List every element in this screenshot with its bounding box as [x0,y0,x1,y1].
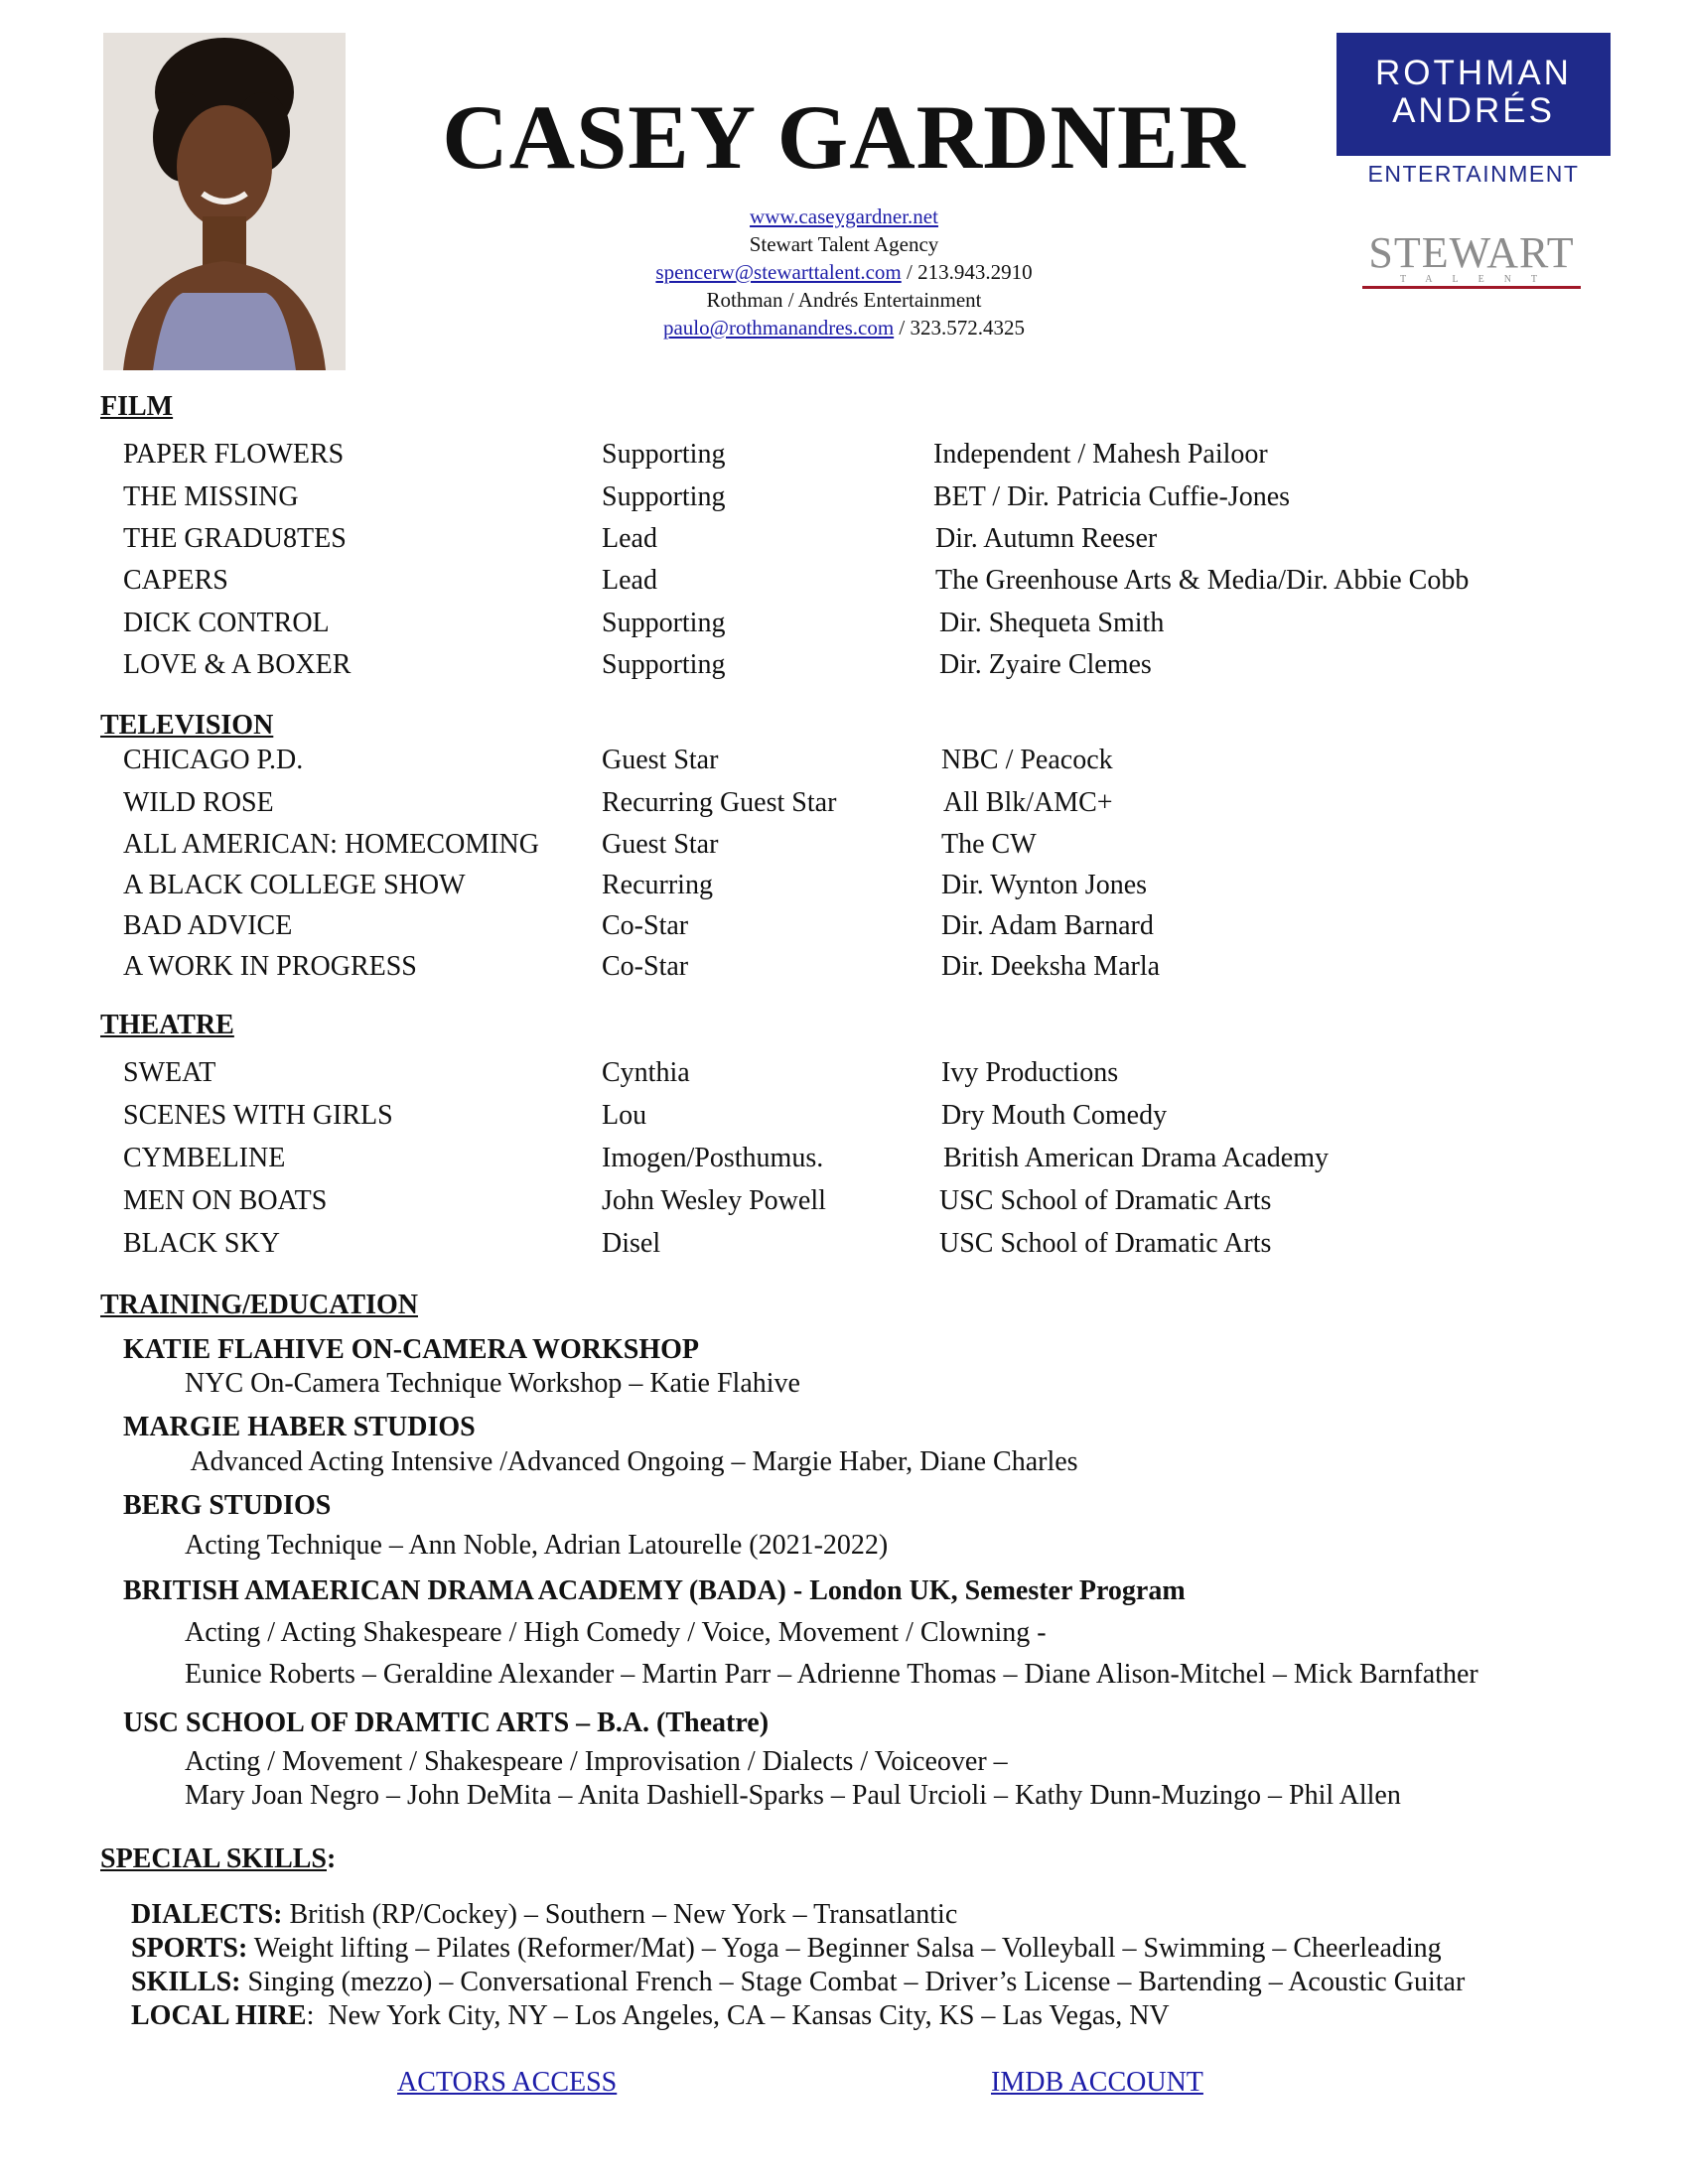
stewart-phone: / 213.943.2910 [901,260,1033,284]
agency-rothman: Rothman / Andrés Entertainment [706,288,982,312]
credit-role: Lead [602,565,657,596]
school-name: MARGIE HABER STUDIOS [123,1412,476,1442]
school-name: KATIE FLAHIVE ON-CAMERA WORKSHOP [123,1334,700,1365]
credit-title: SWEAT [123,1057,216,1088]
credit-production: USC School of Dramatic Arts [939,1228,1272,1259]
stewart-email-link[interactable]: spencerw@stewarttalent.com [655,260,902,284]
school-detail: Mary Joan Negro – John DeMita – Anita Dashiell-Sparks – Paul Urcioli – Kathy Dunn-Muzingo – Phil Allen [185,1780,1401,1811]
credit-production: BET / Dir. Patricia Cuffie-Jones [933,481,1291,512]
training-heading: TRAINING/EDUCATION [100,1290,418,1320]
credit-role: Cynthia [602,1057,690,1088]
stewart-logo-line1: STEWART [1368,228,1575,277]
skills-heading-colon: : [327,1843,337,1874]
skills-heading-wrap [100,1843,336,1875]
credit-role: Supporting [602,649,726,680]
actors-access-link[interactable]: ACTORS ACCESS [397,2067,618,2098]
credit-role: Co-Star [602,910,689,941]
rothman-email-link[interactable]: paulo@rothmanandres.com [662,316,895,340]
rothman-logo-line3: ENTERTAINMENT [1367,161,1580,187]
skill-line [131,2000,1170,2032]
headshot-photo [103,33,346,370]
credit-title: BAD ADVICE [123,910,293,941]
credit-production: All Blk/AMC+ [943,787,1113,818]
television-row [0,951,1688,987]
credit-role: Co-Star [602,951,689,982]
credit-title: WILD ROSE [123,787,274,818]
skill-label: DIALECTS: [131,1899,283,1930]
credit-production: The CW [941,829,1037,860]
theatre-row [0,1100,1688,1136]
credit-title: LOVE & A BOXER [123,649,352,680]
rothman-logo-line2: ANDRÉS [1392,91,1555,130]
film-row [0,439,1688,475]
film-heading: FILM [100,391,174,422]
credit-title: THE GRADU8TES [123,523,347,554]
credit-production: Independent / Mahesh Pailoor [933,439,1268,470]
stewart-logo-bar [1362,286,1581,289]
stewart-talent-logo [1362,230,1581,289]
credit-production: Dir. Adam Barnard [941,910,1154,941]
skill-text: British (RP/Cockey) – Southern – New York – Transatlantic [282,1899,958,1930]
television-heading: TELEVISION [100,710,274,741]
credit-title: CAPERS [123,565,228,596]
television-row [0,870,1688,905]
film-row [0,649,1688,685]
credit-title: A BLACK COLLEGE SHOW [123,870,466,900]
credit-production: The Greenhouse Arts & Media/Dir. Abbie Cobb [935,565,1470,596]
credit-production: Ivy Productions [941,1057,1119,1088]
television-row [0,910,1688,946]
skill-line [131,1967,1465,1998]
credit-title: BLACK SKY [123,1228,280,1259]
school-detail: Acting Technique – Ann Noble, Adrian Latourelle (2021-2022) [185,1530,889,1561]
credit-production: Dir. Shequeta Smith [939,608,1165,638]
skill-label: SPORTS: [131,1933,248,1964]
credit-production: British American Drama Academy [943,1143,1329,1173]
theatre-row [0,1143,1688,1178]
stewart-logo-line2: TALENT [1399,274,1558,285]
rothman-andres-logo [1336,33,1611,156]
school-detail: Eunice Roberts – Geraldine Alexander – Martin Parr – Adrienne Thomas – Diane Alison-Mitchel – Mick Barnfather [185,1659,1478,1690]
credit-production: Dir. Autumn Reeser [935,523,1158,554]
film-row [0,481,1688,517]
agency-stewart: Stewart Talent Agency [749,232,939,256]
skill-text: Singing (mezzo) – Conversational French – Stage Combat – Driver’s License – Bartending – Acoustic Guitar [240,1967,1466,1997]
credit-role: Supporting [602,608,726,638]
skill-line [131,1933,1442,1965]
school-detail: NYC On-Camera Technique Workshop – Katie Flahive [185,1368,800,1399]
credit-title: SCENES WITH GIRLS [123,1100,393,1131]
credit-role: Supporting [602,481,726,512]
credit-production: USC School of Dramatic Arts [939,1185,1272,1216]
imdb-link[interactable]: IMDB ACCOUNT [991,2067,1203,2098]
television-row [0,829,1688,865]
theatre-heading: THEATRE [100,1010,234,1040]
credit-title: CHICAGO P.D. [123,745,304,775]
skill-label: SKILLS: [131,1967,241,1997]
credit-role: Disel [602,1228,661,1259]
film-row [0,523,1688,559]
credit-title: A WORK IN PROGRESS [123,951,417,982]
skills-heading: SPECIAL SKILLS [100,1843,327,1874]
credit-production: Dir. Zyaire Clemes [939,649,1152,680]
credit-role: Guest Star [602,829,719,860]
credit-title: MEN ON BOATS [123,1185,328,1216]
credit-role: John Wesley Powell [602,1185,826,1216]
skill-line [131,1899,957,1931]
skill-text: Weight lifting – Pilates (Reformer/Mat) – Yoga – Beginner Salsa – Volleyball – Swimming – Cheerleading [247,1933,1442,1964]
credit-title: THE MISSING [123,481,299,512]
theatre-row [0,1185,1688,1221]
television-row [0,745,1688,780]
school-detail: Advanced Acting Intensive /Advanced Ongoing – Margie Haber, Diane Charles [185,1446,1078,1477]
credit-title: DICK CONTROL [123,608,330,638]
credit-production: Dry Mouth Comedy [941,1100,1168,1131]
credit-role: Imogen/Posthumus. [602,1143,824,1173]
credit-role: Lou [602,1100,647,1131]
credit-role: Guest Star [602,745,719,775]
school-name: BERG STUDIOS [123,1490,332,1521]
rothman-phone: / 323.572.4325 [894,316,1026,340]
theatre-row [0,1057,1688,1093]
school-detail: Acting / Movement / Shakespeare / Improvisation / Dialects / Voiceover – [185,1746,1008,1777]
school-detail: Acting / Acting Shakespeare / High Comedy / Voice, Movement / Clowning - [185,1617,1047,1648]
credit-role: Recurring [602,870,713,900]
credit-production: Dir. Deeksha Marla [941,951,1161,982]
credit-production: Dir. Wynton Jones [941,870,1148,900]
film-row [0,565,1688,601]
website-link[interactable]: www.caseygardner.net [750,205,938,228]
credit-title: ALL AMERICAN: HOMECOMING [123,829,539,860]
contact-block [496,203,1192,341]
skill-text: : New York City, NY – Los Angeles, CA – Kansas City, KS – Las Vegas, NV [306,2000,1170,2031]
credit-production: NBC / Peacock [941,745,1113,775]
credit-title: PAPER FLOWERS [123,439,345,470]
credit-role: Lead [602,523,657,554]
skill-label: LOCAL HIRE [131,2000,307,2031]
credit-role: Recurring Guest Star [602,787,837,818]
credit-title: CYMBELINE [123,1143,286,1173]
actor-name: CASEY GARDNER [442,86,1246,188]
theatre-row [0,1228,1688,1264]
credit-role: Supporting [602,439,726,470]
school-name: USC SCHOOL OF DRAMTIC ARTS – B.A. (Theatre) [123,1707,770,1738]
film-row [0,608,1688,643]
rothman-logo-line1: ROTHMAN [1375,54,1572,92]
school-name: BRITISH AMAERICAN DRAMA ACADEMY (BADA) - London UK, Semester Program [123,1575,1186,1606]
television-row [0,787,1688,823]
